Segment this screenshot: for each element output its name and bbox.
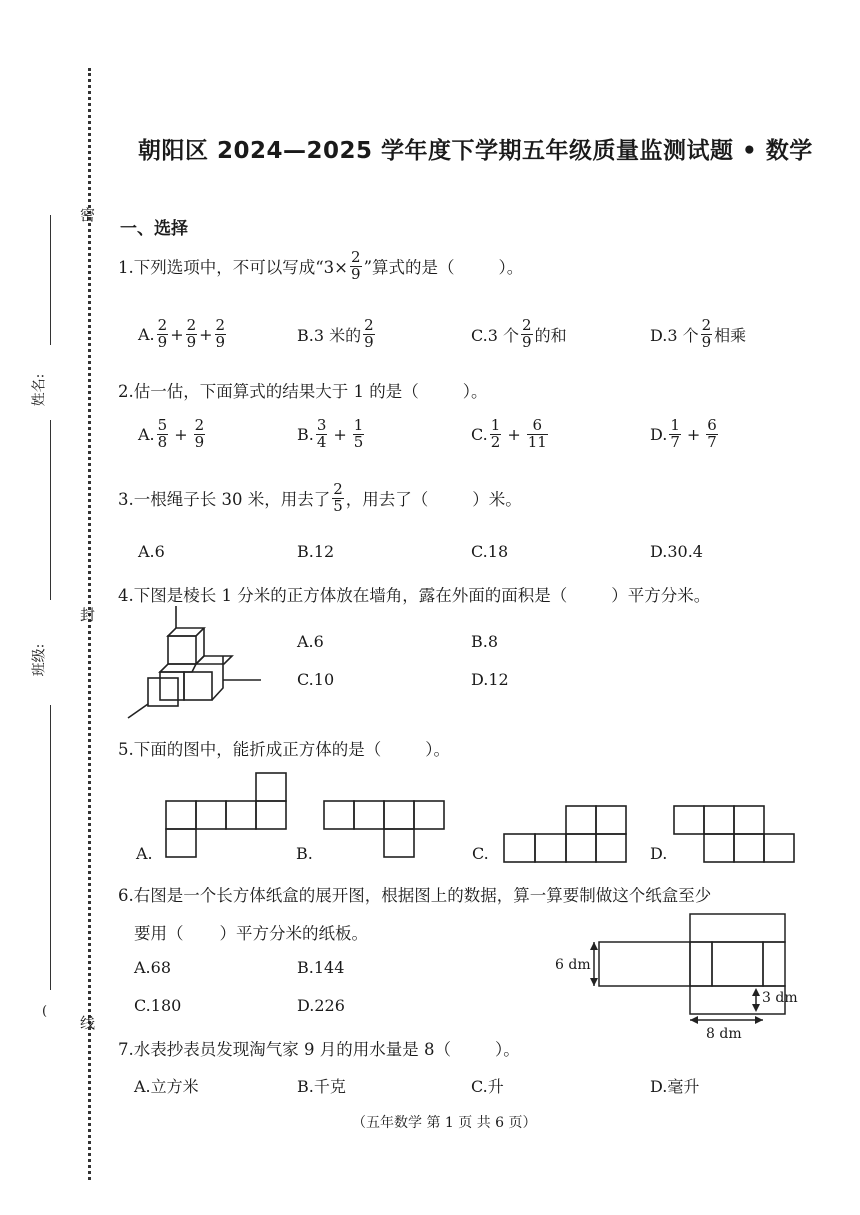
q6-dim-height: 6 dm bbox=[555, 957, 591, 973]
q4-corner-cubes-figure bbox=[128, 604, 268, 724]
page-footer: （五年数学 第 1 页 共 6 页） bbox=[352, 1115, 537, 1131]
q4-option-c[interactable]: C.10 bbox=[297, 670, 335, 689]
section-heading: 一、选择 bbox=[120, 219, 188, 239]
q5-net-a bbox=[166, 773, 291, 863]
q1-text-end: ）。 bbox=[498, 258, 524, 278]
binding-char-xian: 线 bbox=[80, 1014, 96, 1032]
binding-mark: ( bbox=[42, 1004, 48, 1019]
name-field-label: 姓名: bbox=[31, 373, 48, 407]
q5-label-d[interactable]: D. bbox=[650, 844, 668, 863]
class-line-bottom bbox=[50, 705, 51, 990]
q4-option-d[interactable]: D.12 bbox=[471, 670, 509, 689]
q2-option-d[interactable]: D. $\frac{1}{7}$ + $\frac{6}{7}$ bbox=[650, 416, 717, 451]
q3-option-b[interactable]: B.12 bbox=[297, 542, 335, 561]
q1-text-post: ”算式的是（ bbox=[363, 258, 455, 278]
q1-option-a[interactable]: A. $\frac{2}{9}$ + $\frac{2}{9}$ + $\frac{2}{9}$ bbox=[138, 316, 226, 351]
q4-option-a[interactable]: A.6 bbox=[297, 632, 324, 651]
q6-option-a[interactable]: A.68 bbox=[134, 958, 171, 977]
page-title: 朝阳区 2024—2025 学年度下学期五年级质量监测试题 • 数学 bbox=[138, 138, 813, 164]
q4-option-b[interactable]: B.8 bbox=[471, 632, 499, 651]
question-1 bbox=[118, 250, 523, 283]
q6-option-b[interactable]: B.144 bbox=[297, 958, 345, 977]
q7-option-a[interactable]: A.立方米 bbox=[134, 1077, 199, 1096]
question-6-line-1: 6.右图是一个长方体纸盒的展开图，根据图上的数据，算一算要制做这个纸盒至少 bbox=[118, 886, 712, 905]
binding-char-mi: 密 bbox=[80, 206, 96, 224]
q2-option-c[interactable]: C. $\frac{1}{2}$ + $\frac{6}{11}$ bbox=[471, 416, 547, 451]
question-3: 3.一根绳子长 30 米，用去了 $\frac{2}{5}$ ，用去了（ ）米。 bbox=[118, 480, 522, 515]
q1-option-d[interactable]: D.3 个 $\frac{2}{9}$ 相乘 bbox=[650, 316, 747, 351]
q6-option-c[interactable]: C.180 bbox=[134, 996, 182, 1015]
class-field-label: 班级: bbox=[31, 643, 48, 677]
name-line-top bbox=[50, 215, 51, 345]
q5-label-b[interactable]: B. bbox=[296, 844, 313, 863]
question-2: 2.估一估，下面算式的结果大于 1 的是（ ）。 bbox=[118, 382, 488, 401]
q5-net-d bbox=[674, 806, 799, 868]
name-line-bottom bbox=[50, 420, 51, 600]
q1-text-pre: 1.下列选项中，不可以写成“3× bbox=[118, 258, 349, 278]
binding-char-feng: 封 bbox=[80, 606, 96, 624]
question-7: 7.水表抄表员发现淘气家 9 月的用水量是 8（ ）。 bbox=[118, 1040, 520, 1059]
q6-option-d[interactable]: D.226 bbox=[297, 996, 345, 1015]
q5-net-b bbox=[324, 801, 449, 863]
q6-dim-width: 3 dm bbox=[762, 990, 798, 1006]
q5-net-c bbox=[504, 806, 629, 868]
q1-option-c[interactable]: C.3 个 $\frac{2}{9}$ 的和 bbox=[471, 316, 567, 351]
q3-option-a[interactable]: A.6 bbox=[138, 542, 165, 561]
q3-option-c[interactable]: C.18 bbox=[471, 542, 509, 561]
q6-box-net-figure bbox=[555, 914, 825, 1044]
q3-option-d[interactable]: D.30.4 bbox=[650, 542, 703, 561]
question-6-line-2: 要用（ ）平方分米的纸板。 bbox=[134, 924, 368, 943]
q7-option-c[interactable]: C.升 bbox=[471, 1077, 504, 1096]
q1-option-b[interactable]: B.3 米的 $\frac{2}{9}$ bbox=[297, 316, 374, 351]
question-5: 5.下面的图中，能折成正方体的是（ ）。 bbox=[118, 740, 450, 759]
q2-option-b[interactable]: B. $\frac{3}{4}$ + $\frac{1}{5}$ bbox=[297, 416, 364, 451]
q7-option-d[interactable]: D.毫升 bbox=[650, 1077, 700, 1096]
q1-fraction: $\frac{2}{9}$ bbox=[351, 248, 361, 283]
question-4: 4.下图是棱长 1 分米的正方体放在墙角，露在外面的面积是（ ）平方分米。 bbox=[118, 586, 711, 605]
q6-dim-length: 8 dm bbox=[706, 1026, 742, 1042]
q7-option-b[interactable]: B.千克 bbox=[297, 1077, 346, 1096]
q5-label-a[interactable]: A. bbox=[136, 844, 153, 863]
q2-option-a[interactable]: A. $\frac{5}{8}$ + $\frac{2}{9}$ bbox=[138, 416, 205, 451]
q5-label-c[interactable]: C. bbox=[472, 844, 489, 863]
